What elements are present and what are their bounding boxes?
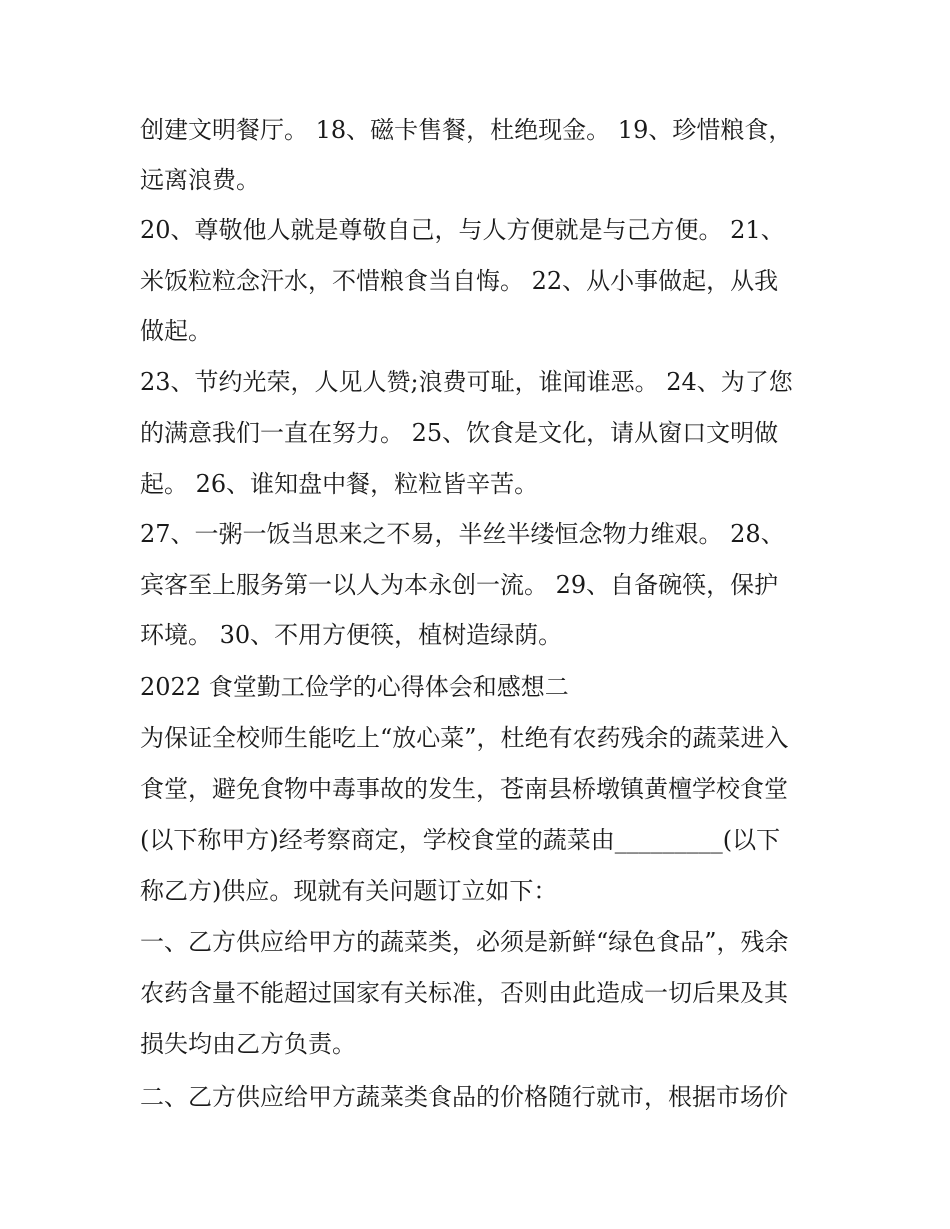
text-line-11: 环境。 30、不用方便筷，植树造绿荫。 (140, 621, 563, 649)
text-line-18: 农药含量不能超过国家有关标准，否则由此造成一切后果及其 (140, 979, 788, 1007)
text-line-20: 二、乙方供应给甲方蔬菜类食品的价格随行就市，根据市场价 (140, 1083, 788, 1111)
text-line-4: 米饭粒粒念汗水，不惜粮食当自悔。 22、从小事做起，从我 (140, 267, 779, 295)
text-line-8: 起。 26、谁知盘中餐，粒粒皆辛苦。 (140, 470, 539, 498)
text-line-3: 20、尊敬他人就是尊敬自己，与人方便就是与己方便。 21、 (140, 216, 785, 244)
text-line-10: 宾客至上服务第一以人为本永创一流。 29、自备碗筷，保护 (140, 571, 779, 599)
text-line-2: 远离浪费。 (140, 166, 260, 194)
text-line-13: 为保证全校师生能吃上“放心菜”，杜绝有农药残余的蔬菜进入 (140, 724, 789, 752)
text-line-17: 一、乙方供应给甲方的蔬菜类，必须是新鲜“绿色食品”，残余 (140, 928, 789, 956)
text-line-16: 称乙方)供应。现就有关问题订立如下： (140, 877, 558, 905)
section-heading: 2022 食堂勤工俭学的心得体会和感想二 (140, 673, 569, 701)
text-line-15: (以下称甲方)经考察商定，学校食堂的蔬菜由_________(以下 (140, 826, 781, 854)
text-line-19: 损失均由乙方负责。 (140, 1030, 356, 1058)
text-line-1: 创建文明餐厅。 18、磁卡售餐，杜绝现金。 19、珍惜粮食， (140, 116, 793, 144)
text-line-14: 食堂，避免食物中毒事故的发生，苍南县桥墩镇黄檀学校食堂 (140, 775, 788, 803)
text-line-7: 的满意我们一直在努力。 25、饮食是文化，请从窗口文明做 (140, 419, 779, 447)
text-line-5: 做起。 (140, 317, 212, 345)
text-line-6: 23、节约光荣，人见人赞;浪费可耻，谁闻谁恶。 24、为了您 (140, 368, 793, 396)
text-line-9: 27、一粥一饭当思来之不易，半丝半缕恒念物力维艰。 28、 (140, 520, 785, 548)
